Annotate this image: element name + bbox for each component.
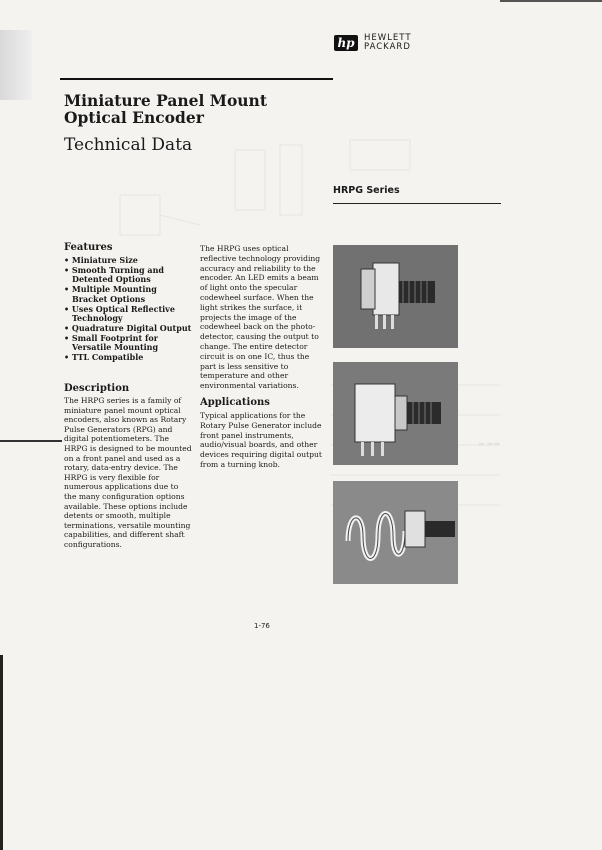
encoder-photo-2-drawing: [333, 362, 458, 465]
logo-line-2: PACKARD: [364, 42, 411, 52]
feature-item: • Quadrature Digital Output: [64, 322, 192, 333]
features-list: [64, 256, 192, 363]
encoder-photo-1: [333, 245, 458, 348]
document-title: [64, 92, 267, 126]
description-text: The HRPG series is a family of miniature panel mount optical encoders, also known as Rotary Pulse Generators (RPG) and digital potentiometers. The HRPG is designed to be mounted on a front panel and used as a rotary, data-entry device. The HRPG is very flexible for numerous applications due to the many configuration options available. These options include detents or smooth, multiple terminations, versatile mounting capabilities, and different shaft configurations.: [64, 396, 192, 549]
feature-item: • Uses Optical Reflective Technology: [64, 303, 175, 324]
features-heading: Features: [64, 242, 113, 253]
logo-line-1: HEWLETT: [364, 33, 412, 43]
hp-logo-text: [364, 34, 412, 52]
feature-item: • Small Footprint for Versatile Mounting: [64, 332, 159, 353]
scan-edge-top: [500, 0, 602, 2]
feature-item: • Smooth Turning and Detented Options: [64, 264, 165, 285]
encoder-photo-3: [333, 481, 458, 584]
encoder-photo-1-drawing: [333, 245, 458, 348]
feature-item: • Miniature Size: [64, 255, 138, 265]
title-line-2: Optical Encoder: [64, 108, 204, 127]
applications-heading: Applications: [200, 397, 270, 408]
feature-item: • Multiple Mounting Bracket Options: [64, 284, 157, 304]
applications-text: Typical applications for the Rotary Pulse Generator include front panel instruments, audio/visual boards, and other devices requiring digital output from a turning knob.: [200, 411, 322, 469]
bleed-through-text: ▬ ▬▬: [478, 440, 501, 448]
scan-shadow: [0, 30, 32, 100]
series-rule: [333, 203, 501, 204]
description-heading: Description: [64, 383, 130, 394]
scan-edge-line: [0, 655, 3, 850]
title-rule: [60, 78, 333, 80]
scan-mark: [0, 440, 62, 442]
document-subtitle: Technical Data: [64, 135, 193, 155]
encoder-photo-2: [333, 362, 458, 465]
encoder-photo-3-drawing: [333, 481, 458, 584]
hp-logo: [334, 34, 412, 52]
page-number: 1-76: [254, 622, 270, 630]
title-line-1: Miniature Panel Mount: [64, 91, 267, 110]
hp-logo-mark: hp: [334, 35, 358, 51]
feature-item: • TTL Compatible: [64, 352, 144, 363]
technology-text: The HRPG uses optical reflective technology providing accuracy and reliability to the encoder. An LED emits a beam of light onto the specular codewheel surface. When the light strikes the surface, it projects the image of the codewheel back on the photo-detector, causing the output to change. The entire detector circuit is on one IC, thus the part is less sensitive to temperature and other environmental variations.: [200, 244, 321, 391]
series-label: HRPG Series: [333, 185, 400, 196]
